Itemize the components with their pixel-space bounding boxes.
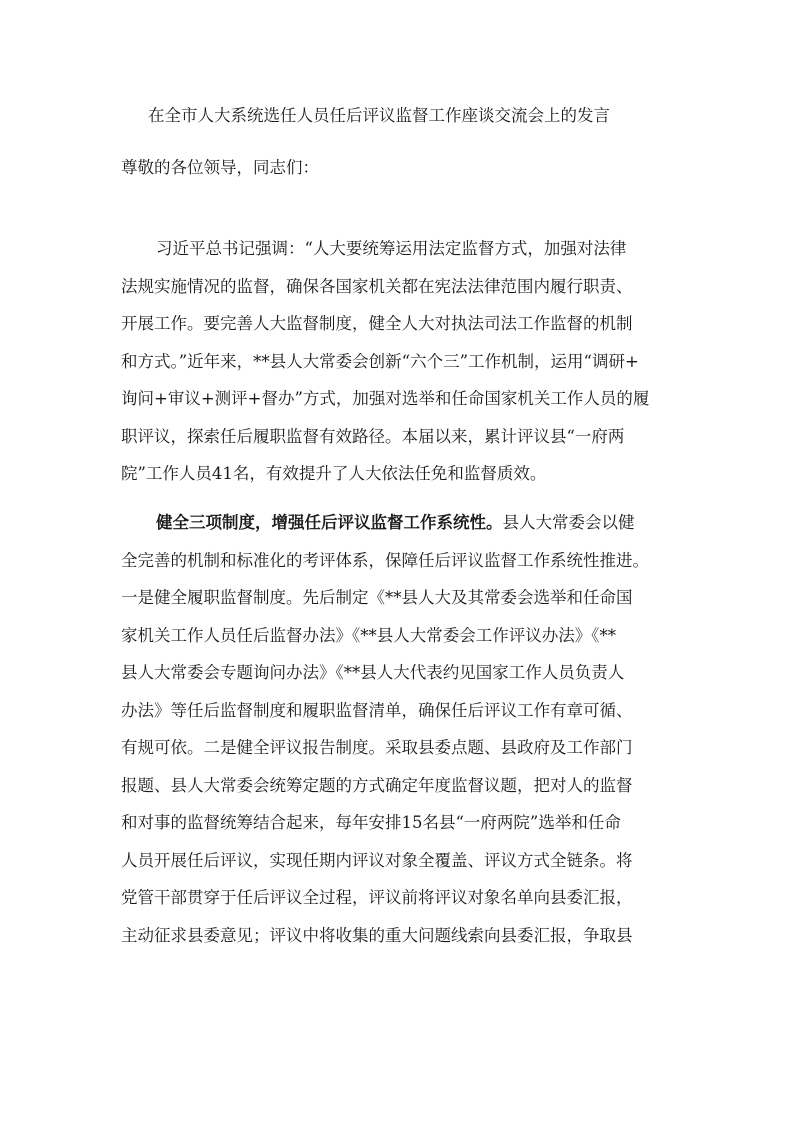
paragraph-line: 法规实施情况的监督，确保各国家机关都在宪法法律范围内履行职责、 [121, 276, 633, 296]
paragraph-line: 主动征求县委意见；评议中将收集的重大问题线索向县委汇报，争取县 [121, 925, 633, 945]
paragraph-line: 全完善的机制和标准化的考评体系，保障任后评议监督工作系统性推进。 [121, 550, 649, 570]
paragraph-line: 开展工作。要完善人大监督制度，健全人大对执法司法工作监督的机制 [121, 314, 633, 333]
paragraph-2 [121, 504, 681, 954]
paragraph-line: 一是健全履职监督制度。先后制定《**县人大及其常委会选举和任命国 [121, 588, 633, 607]
document-title: 在全市人大系统选任人员任后评议监督工作座谈交流会上的发言 [148, 106, 610, 125]
paragraph-line: 党管干部贯穿于任后评议全过程，评议前将评议对象名单向县委汇报， [121, 888, 633, 907]
paragraph-line: 报题、县人大常委会统筹定题的方式确定年度监督议题，把对人的监督 [121, 775, 633, 795]
paragraph-line: 家机关工作人员任后监督办法》《**县人大常委会工作评议办法》《** [121, 625, 616, 645]
paragraph-line: 有规可依。二是健全评议报告制度。采取县委点题、县政府及工作部门 [121, 738, 633, 757]
paragraph-line: 办法》等任后监督制度和履职监督清单，确保任后评议工作有章可循、 [121, 700, 633, 720]
paragraph-first-line [121, 504, 681, 542]
paragraph-text: 县人大常委会以健 [502, 513, 635, 532]
paragraph-1 [121, 230, 681, 493]
paragraph-line: 和对事的监督统筹结合起来，每年安排15名县“一府两院”选举和任命 [121, 813, 621, 832]
section-heading: 健全三项制度，增强任后评议监督工作系统性。 [156, 513, 503, 532]
salutation: 尊敬的各位领导，同志们： [121, 158, 319, 177]
paragraph-line: 和方式。”近年来，**县人大常委会创新“六个三”工作机制，运用“调研+ [121, 351, 639, 371]
paragraph-line: 县人大常委会专题询问办法》《**县人大代表约见国家工作人员负责人 [121, 663, 625, 682]
paragraph-line: 职评议，探索任后履职监督有效路径。本届以来，累计评议县“一府两 [121, 426, 625, 446]
paragraph-line: 询问+审议+测评+督办”方式，加强对选举和任命国家机关工作人员的履 [121, 389, 650, 408]
paragraph-line: 院”工作人员41名，有效提升了人大依法任免和监督质效。 [121, 464, 547, 483]
paragraph-line: 人员开展任后评议，实现任期内评议对象全覆盖、评议方式全链条。将 [121, 850, 633, 870]
paragraph-line: 习近平总书记强调：“人大要统筹运用法定监督方式，加强对法律 [156, 239, 627, 258]
